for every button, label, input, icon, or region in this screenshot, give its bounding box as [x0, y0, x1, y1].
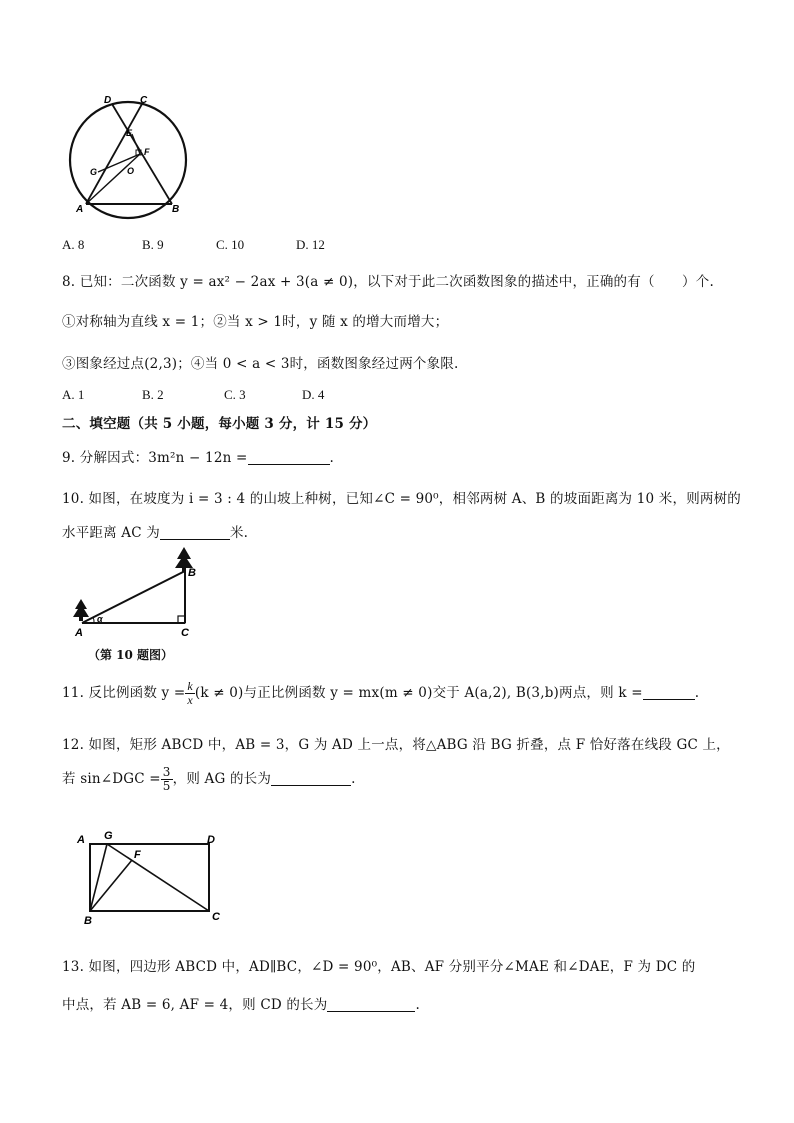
- q11-suffix: (k ≠ 0)与正比例函数 y = mx(m ≠ 0)交于 A(a,2), B(3,b)两点，则 k =: [194, 685, 643, 701]
- q11-frac-num: k: [187, 679, 193, 693]
- q8-option-b: B. 2: [142, 387, 164, 402]
- q7-option-a: A. 8: [62, 237, 85, 252]
- section-2-heading: 二、填空题（共 5 小题，每小题 3 分，计 15 分）: [62, 416, 377, 432]
- q8-statements-3-4: ③图象经过点(2,3)；④当 0 < a < 3时，函数图象经过两个象限.: [62, 356, 459, 372]
- q10-stem: 10. 如图，在坡度为 i = 3 : 4 的山坡上种树，已知∠C = 90⁰，相邻两树 A、B 的坡面距离为 10 米，则两树的: [62, 491, 742, 507]
- q12-label-b: B: [84, 915, 92, 926]
- q7-label-c: C: [140, 95, 148, 106]
- q7-label-b: B: [172, 204, 180, 215]
- q10-slope-figure: [66, 543, 206, 641]
- q12-rectangle-abcd: [90, 844, 209, 911]
- q10-text-b: 米.: [229, 525, 249, 541]
- q11-prefix: 11. 反比例函数 y =: [62, 685, 186, 701]
- q11-fraction: [185, 680, 195, 707]
- q8-option-a: A. 1: [62, 387, 85, 402]
- q12-stem: 12. 如图，矩形 ABCD 中，AB = 3，G 为 AD 上一点，将△ABG 沿 BG 折叠，点 F 恰好落在线段 GC 上，: [62, 737, 730, 753]
- q7-segment-ag-f: [86, 154, 140, 204]
- q12-label-c: C: [212, 911, 220, 923]
- q10-tree-a-trunk: [79, 617, 83, 621]
- q12-frac-num: 3: [162, 765, 171, 779]
- q8-option-c: C. 3: [224, 387, 246, 402]
- q13-stem: 13. 如图，四边形 ABCD 中，AD∥BC，∠D = 90⁰，AB、AF 分别平分∠MAE 和∠DAE，F 为 DC 的: [62, 959, 696, 975]
- q10-label-b: B: [188, 567, 196, 579]
- q10-label-c: C: [181, 627, 189, 639]
- q11-answer-blank[interactable]: [643, 685, 695, 700]
- q10-right-angle-mark: [178, 616, 185, 623]
- q9-text: 9. 分解因式：3m²n − 12n =: [62, 450, 248, 466]
- q10-text-a: 水平距离 AC 为: [62, 525, 160, 541]
- q8-statements-1-2: ①对称轴为直线 x = 1；②当 x > 1时，y 随 x 的增大而增大；: [62, 314, 449, 330]
- q12-frac-den: 5: [162, 779, 171, 793]
- q12-text-a: 若 sin∠DGC =: [62, 771, 161, 787]
- q11-frac-den: x: [187, 693, 193, 707]
- q7-label-a: A: [76, 204, 84, 215]
- q12-line2: 若 sin∠DGC = $\frac{3}{5}$ ，则 AG 的长为 .: [62, 765, 356, 793]
- q7-label-d: D: [104, 95, 112, 106]
- q12-label-d: D: [207, 834, 215, 846]
- q7-label-f: F: [144, 147, 150, 157]
- q7-option-c: C. 10: [216, 237, 245, 252]
- q11-line: 11. 反比例函数 y = $\frac{k}{x}$ (k ≠ 0)与正比例函数 y = mx(m ≠ 0)交于 A(a,2), B(3,b)两点，则 k = .: [62, 679, 700, 707]
- q12-rectangle-figure: [74, 826, 234, 926]
- q13-line2: 中点，若 AB = 6, AF = 4，则 CD 的长为 .: [62, 997, 420, 1013]
- q7-label-o: O: [127, 166, 135, 176]
- q7-circle-figure: [60, 92, 200, 222]
- q12-label-a: A: [77, 834, 85, 846]
- q8-option-d: D. 4: [302, 387, 325, 402]
- q7-option-b: B. 9: [142, 237, 164, 252]
- q10-line2: [62, 521, 248, 541]
- q7-chord-bd: [112, 104, 172, 204]
- q9-line: 9. 分解因式：3m²n − 12n = .: [62, 450, 335, 466]
- q10-tree-a-icon: [73, 599, 89, 617]
- q12-segment-gc: [107, 844, 209, 911]
- q8-stem: 8. 已知：二次函数 y = ax² − 2ax + 3(a ≠ 0)，以下对于此二次函数图象的描述中，正确的有（ ）个.: [62, 274, 714, 290]
- q10-tree-b-icon: [175, 547, 193, 568]
- q10-figure-caption: （第 10 题图）: [88, 648, 174, 662]
- q7-chord-ac: [86, 104, 142, 204]
- q7-option-d: D. 12: [296, 237, 325, 252]
- q12-fraction: [161, 766, 173, 793]
- q10-label-alpha: α: [97, 614, 103, 624]
- q10-label-a: A: [75, 627, 83, 639]
- q12-text-b: ，则 AG 的长为: [172, 771, 272, 787]
- q10-answer-blank[interactable]: [160, 525, 230, 540]
- q12-label-g: G: [104, 830, 113, 842]
- q7-label-g: G: [90, 167, 98, 177]
- q9-answer-blank[interactable]: [248, 450, 330, 465]
- q13-answer-blank[interactable]: [327, 997, 415, 1012]
- q12-answer-blank[interactable]: [271, 771, 351, 786]
- q12-label-f: F: [134, 849, 141, 861]
- q7-label-e: E: [126, 128, 133, 138]
- q13-text: 中点，若 AB = 6, AF = 4，则 CD 的长为: [62, 997, 328, 1013]
